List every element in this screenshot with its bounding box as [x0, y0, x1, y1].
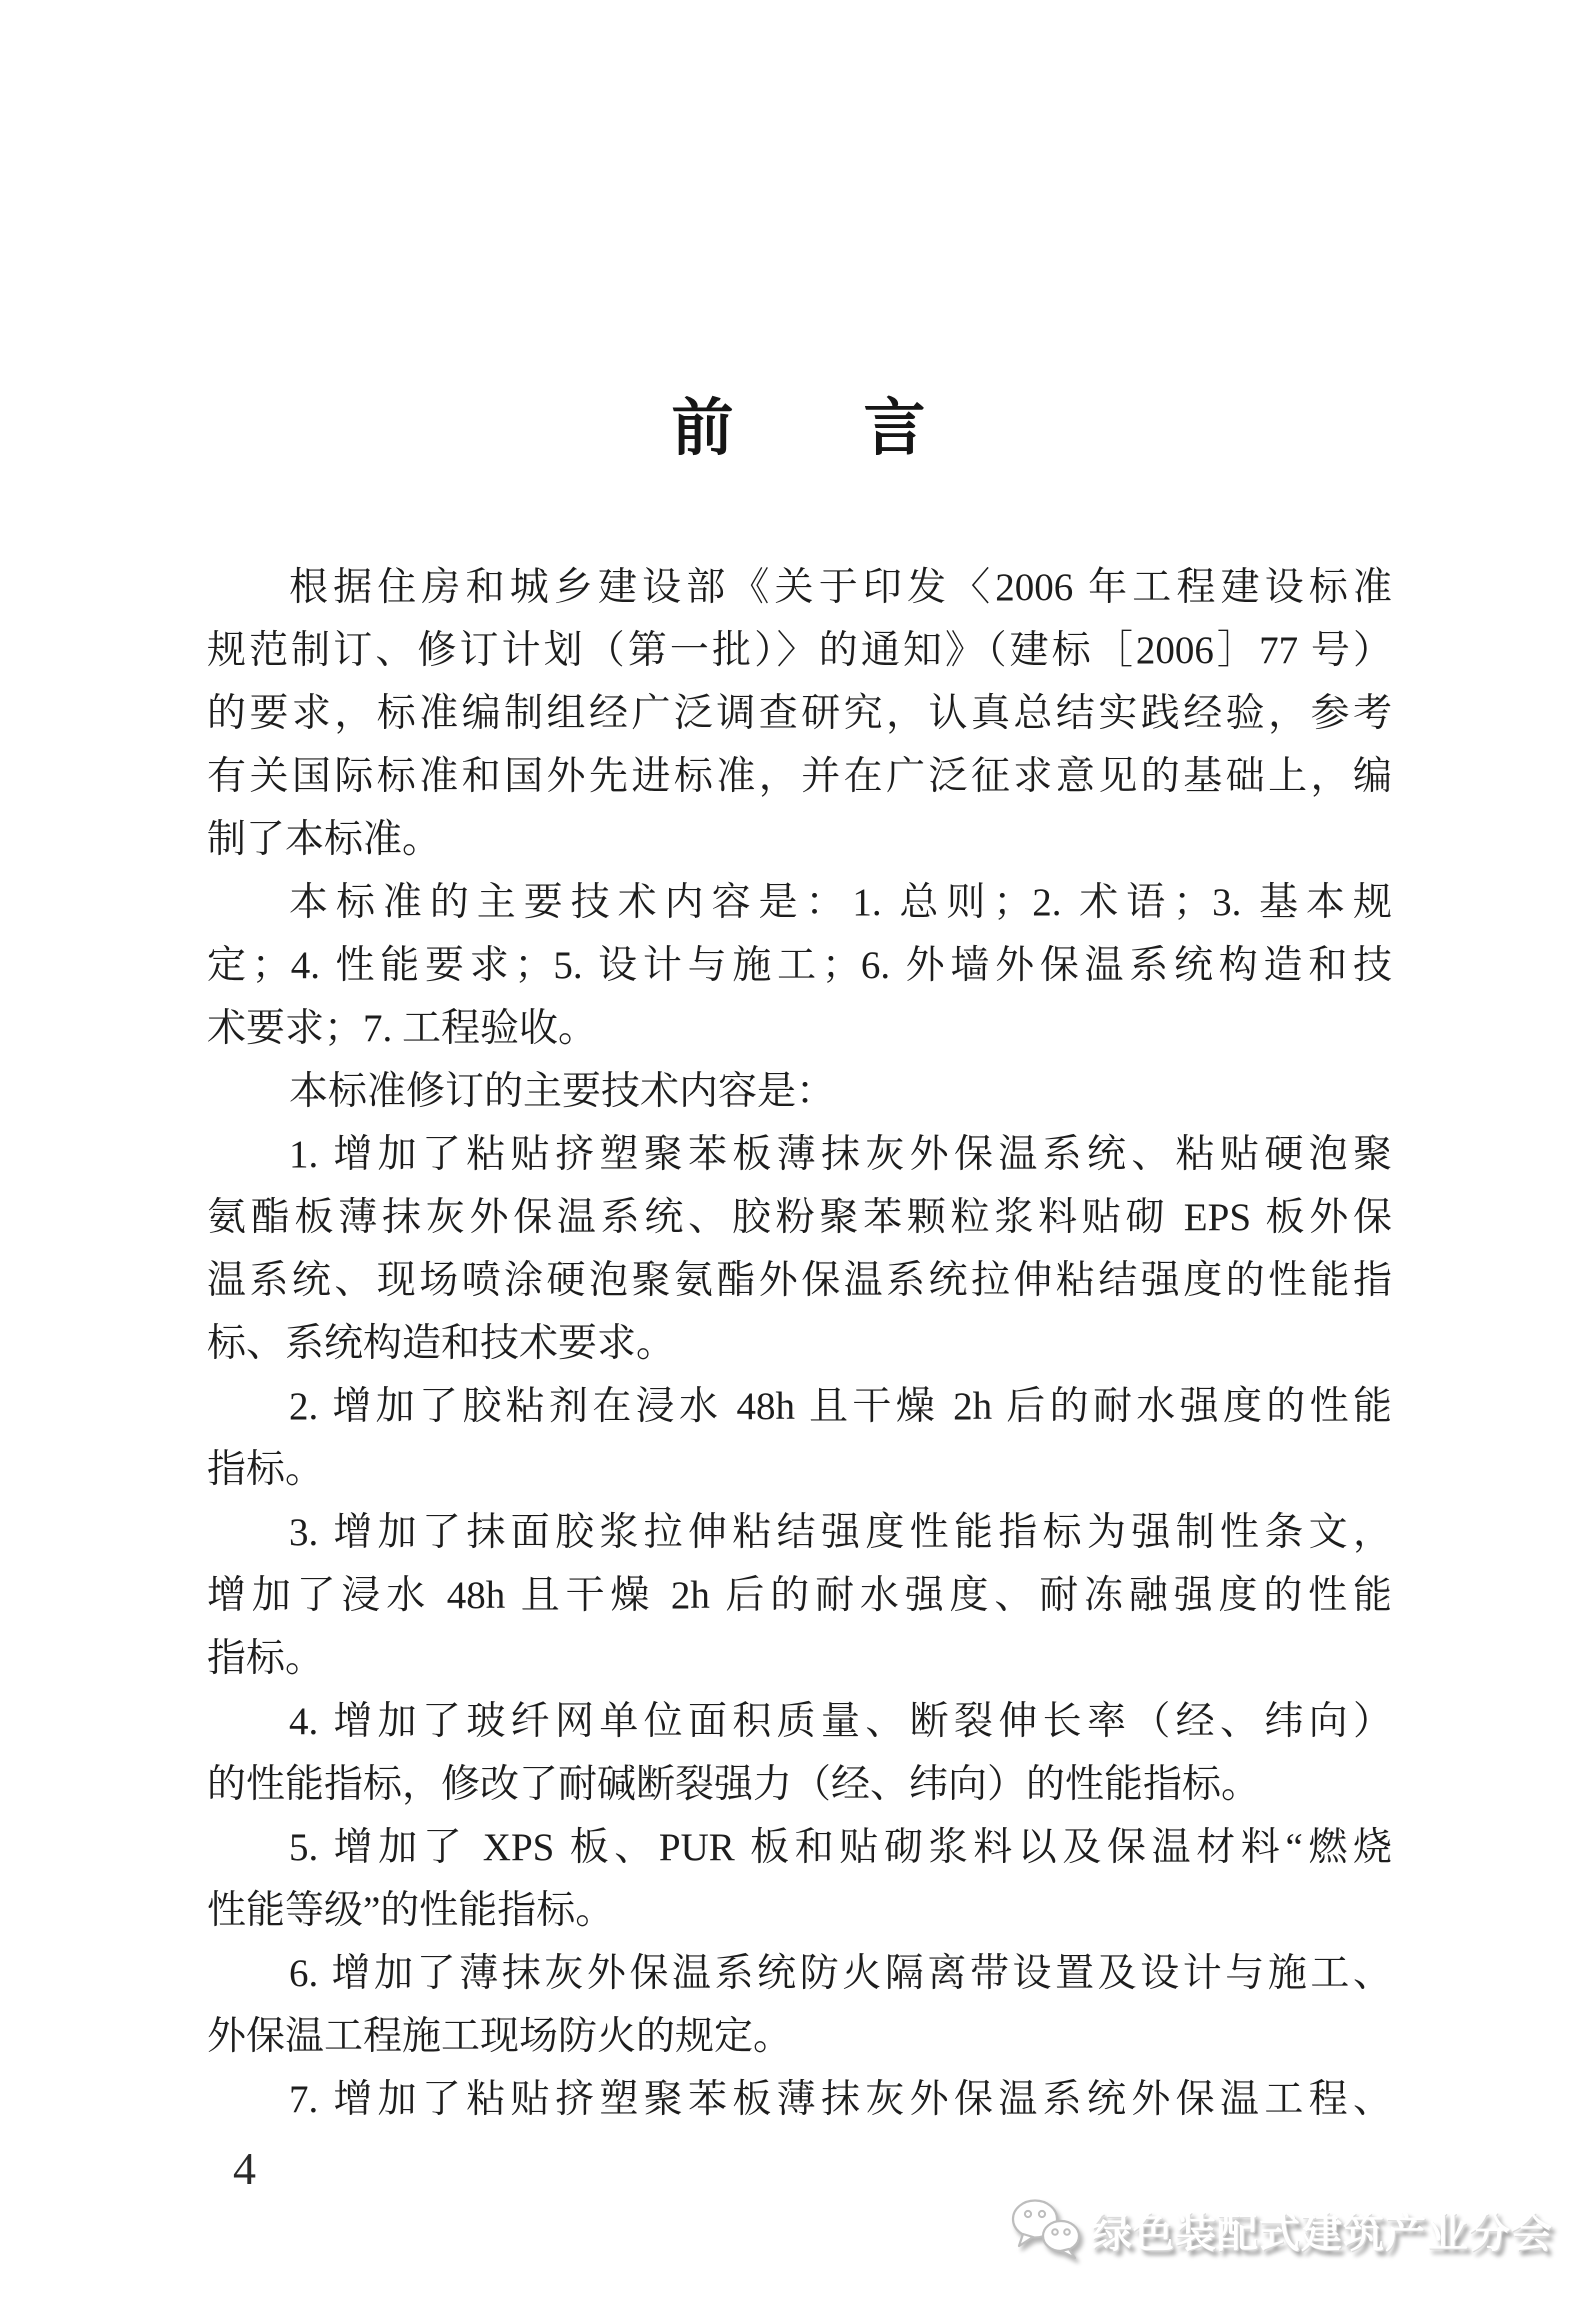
text-line: 制了本标准。: [207, 818, 442, 861]
text-line: 规范制订、修订计划（第一批）〉的通知》（建标［2006］77 号）: [207, 629, 1392, 672]
text-line: 定；4. 性能要求；5. 设计与施工；6. 外墙外保温系统构造和技: [207, 944, 1392, 987]
text-line: 指标。: [207, 1637, 325, 1680]
text-line: 4. 增加了玻纤网单位面积质量、断裂伸长率（经、纬向）: [289, 1700, 1392, 1743]
text-line: 有关国际标准和国外先进标准，并在广泛征求意见的基础上，编: [207, 755, 1392, 798]
text-line: 术要求；7. 工程验收。: [207, 1007, 598, 1050]
text-line: 本标准的主要技术内容是：1. 总则；2. 术语；3. 基本规: [289, 881, 1392, 924]
page-number: 4: [233, 2143, 256, 2194]
text-line: 增加了浸水 48h 且干燥 2h 后的耐水强度、耐冻融强度的性能: [207, 1574, 1392, 1617]
text-line: 的性能指标，修改了耐碱断裂强力（经、纬向）的性能指标。: [207, 1763, 1261, 1806]
text-line: 根据住房和城乡建设部《关于印发〈2006 年工程建设标准: [289, 566, 1392, 609]
watermark: [1009, 2198, 1553, 2260]
watermark-text: 绿色装配式建筑产业分会: [1091, 2208, 1553, 2257]
text-line: 7. 增加了粘贴挤塑聚苯板薄抹灰外保温系统外保温工程、: [289, 2078, 1392, 2121]
page-title: 前 言: [671, 395, 928, 463]
text-line: 本标准修订的主要技术内容是：: [289, 1070, 836, 1113]
text-line: 温系统、现场喷涂硬泡聚氨酯外保温系统拉伸粘结强度的性能指: [207, 1259, 1392, 1302]
text-line: 3. 增加了抹面胶浆拉伸粘结强度性能指标为强制性条文，: [289, 1511, 1392, 1554]
text-line: 标、系统构造和技术要求。: [207, 1322, 676, 1365]
text-line: 2. 增加了胶粘剂在浸水 48h 且干燥 2h 后的耐水强度的性能: [289, 1385, 1392, 1428]
document-body: [207, 556, 1392, 2131]
text-line: 的要求，标准编制组经广泛调查研究，认真总结实践经验，参考: [207, 692, 1392, 735]
text-line: 1. 增加了粘贴挤塑聚苯板薄抹灰外保温系统、粘贴硬泡聚: [289, 1133, 1392, 1176]
text-line: 性能等级”的性能指标。: [207, 1889, 615, 1932]
text-line: 6. 增加了薄抹灰外保温系统防火隔离带设置及设计与施工、: [289, 1952, 1392, 1995]
text-line: 氨酯板薄抹灰外保温系统、胶粉聚苯颗粒浆料贴砌 EPS 板外保: [207, 1196, 1392, 1239]
text-line: 外保温工程施工现场防火的规定。: [207, 2015, 793, 2058]
wechat-icon: [1009, 2198, 1083, 2260]
text-line: 指标。: [207, 1448, 325, 1491]
text-line: 5. 增加了 XPS 板、PUR 板和贴砌浆料以及保温材料“燃烧: [289, 1826, 1392, 1869]
